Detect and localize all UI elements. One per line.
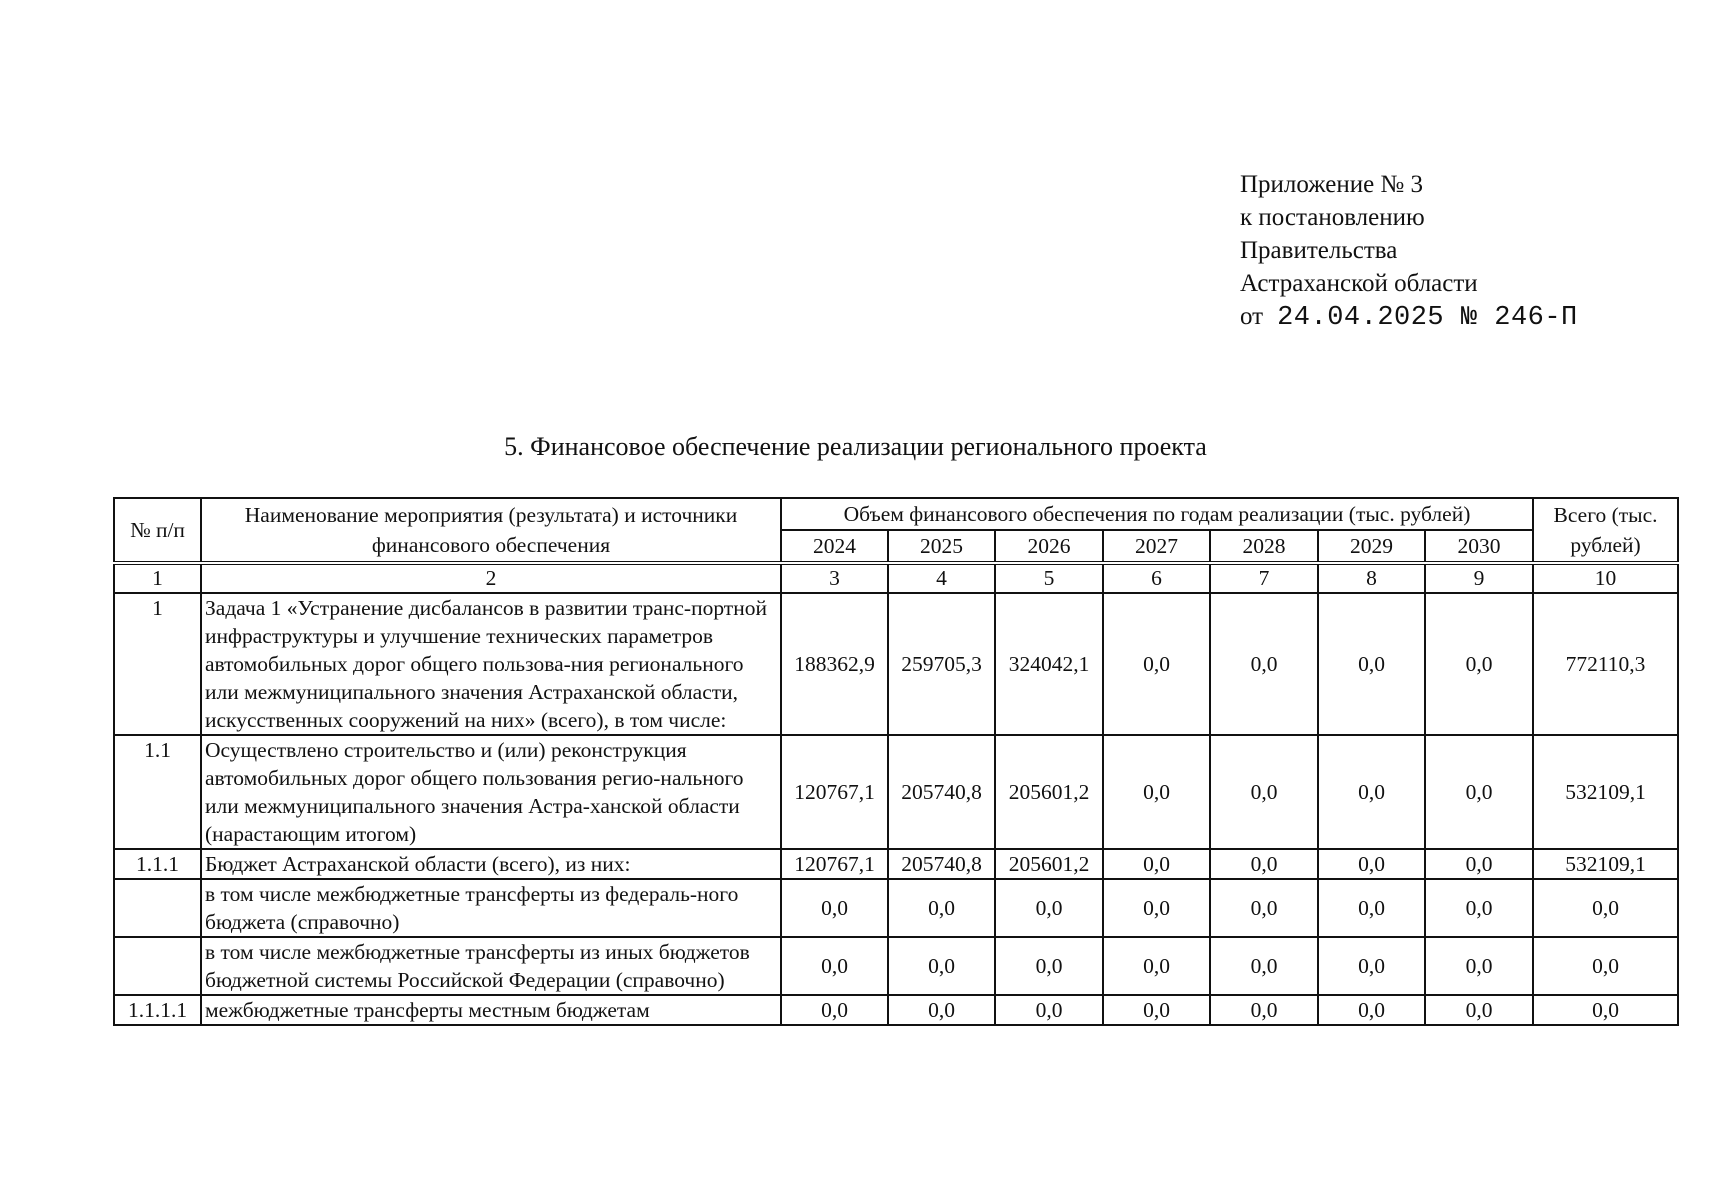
value-cell: 0,0 <box>1318 593 1425 735</box>
total-cell: 532109,1 <box>1533 735 1678 849</box>
column-number: 5 <box>995 563 1103 593</box>
value-cell: 0,0 <box>781 937 888 995</box>
value-cell: 0,0 <box>1425 937 1533 995</box>
row-number <box>114 879 201 937</box>
value-cell: 0,0 <box>1425 879 1533 937</box>
column-number: 2 <box>201 563 781 593</box>
row-number: 1.1 <box>114 735 201 849</box>
column-number: 3 <box>781 563 888 593</box>
appendix-line-3: Правительства <box>1240 237 1398 264</box>
value-cell: 0,0 <box>1103 593 1210 735</box>
row-number: 1.1.1 <box>114 849 201 879</box>
header-volume: Объем финансового обеспечения по годам реализации (тыс. рублей) <box>781 498 1533 530</box>
value-cell: 259705,3 <box>888 593 995 735</box>
value-cell: 0,0 <box>1103 995 1210 1025</box>
row-name: межбюджетные трансферты местным бюджетам <box>201 995 781 1025</box>
column-number: 4 <box>888 563 995 593</box>
value-cell: 0,0 <box>888 879 995 937</box>
appendix-line-4: Астраханской области <box>1240 270 1478 297</box>
appendix-date-line <box>1240 300 1578 335</box>
value-cell: 205601,2 <box>995 735 1103 849</box>
row-name: Задача 1 «Устранение дисбалансов в развитии транс-портной инфраструктуры и улучшение технических параметров автомобильных дорог общего пользова-ния регионального или межмуниципального значения Астраханской области, искусственных сооружений на них» (всего), в том числе: <box>201 593 781 735</box>
value-cell: 0,0 <box>995 937 1103 995</box>
value-cell: 0,0 <box>781 995 888 1025</box>
appendix-header <box>1240 168 1578 335</box>
value-cell: 0,0 <box>1210 849 1318 879</box>
value-cell: 0,0 <box>1425 849 1533 879</box>
value-cell: 324042,1 <box>995 593 1103 735</box>
value-cell: 0,0 <box>1210 995 1318 1025</box>
value-cell: 0,0 <box>888 995 995 1025</box>
value-cell: 0,0 <box>1103 879 1210 937</box>
value-cell: 0,0 <box>781 879 888 937</box>
header-year: 2029 <box>1318 530 1425 563</box>
value-cell: 205740,8 <box>888 849 995 879</box>
header-year: 2026 <box>995 530 1103 563</box>
table-row <box>114 735 1678 849</box>
column-number: 10 <box>1533 563 1678 593</box>
appendix-line-2: к постановлению <box>1240 204 1425 231</box>
resolution-stamp: 24.04.2025 № 246-П <box>1277 303 1578 333</box>
value-cell: 0,0 <box>1103 849 1210 879</box>
header-name: Наименование мероприятия (результата) и источники финансового обеспечения <box>201 498 781 563</box>
row-number: 1 <box>114 593 201 735</box>
header-year: 2025 <box>888 530 995 563</box>
value-cell: 0,0 <box>1103 735 1210 849</box>
row-name: Осуществлено строительство и (или) реконструкция автомобильных дорог общего пользования регио-нального или межмуниципального значения Астра-ханской области (нарастающим итогом) <box>201 735 781 849</box>
column-number: 8 <box>1318 563 1425 593</box>
from-label: от <box>1240 303 1264 330</box>
row-number <box>114 937 201 995</box>
column-numbers-row <box>114 563 1678 593</box>
column-number: 7 <box>1210 563 1318 593</box>
section-title: 5. Финансовое обеспечение реализации регионального проекта <box>504 432 1207 461</box>
table-row <box>114 849 1678 879</box>
header-num: № п/п <box>114 498 201 563</box>
value-cell: 205601,2 <box>995 849 1103 879</box>
total-cell: 0,0 <box>1533 879 1678 937</box>
value-cell: 0,0 <box>1318 735 1425 849</box>
value-cell: 0,0 <box>1318 995 1425 1025</box>
value-cell: 0,0 <box>1318 879 1425 937</box>
total-cell: 0,0 <box>1533 995 1678 1025</box>
value-cell: 0,0 <box>1318 937 1425 995</box>
value-cell: 0,0 <box>1318 849 1425 879</box>
column-number: 6 <box>1103 563 1210 593</box>
header-year: 2028 <box>1210 530 1318 563</box>
header-year: 2024 <box>781 530 888 563</box>
value-cell: 205740,8 <box>888 735 995 849</box>
row-name: в том числе межбюджетные трансферты из иных бюджетов бюджетной системы Российской Федерации (справочно) <box>201 937 781 995</box>
header-year: 2027 <box>1103 530 1210 563</box>
value-cell: 0,0 <box>1103 937 1210 995</box>
header-total: Всего (тыс. рублей) <box>1533 498 1678 563</box>
row-name: Бюджет Астраханской области (всего), из них: <box>201 849 781 879</box>
value-cell: 0,0 <box>995 879 1103 937</box>
total-cell: 0,0 <box>1533 937 1678 995</box>
row-name: в том числе межбюджетные трансферты из федераль-ного бюджета (справочно) <box>201 879 781 937</box>
row-number: 1.1.1.1 <box>114 995 201 1025</box>
value-cell: 120767,1 <box>781 735 888 849</box>
value-cell: 0,0 <box>1425 995 1533 1025</box>
value-cell: 0,0 <box>1210 735 1318 849</box>
value-cell: 0,0 <box>1425 593 1533 735</box>
table-row <box>114 995 1678 1025</box>
value-cell: 0,0 <box>1425 735 1533 849</box>
total-cell: 532109,1 <box>1533 849 1678 879</box>
value-cell: 0,0 <box>888 937 995 995</box>
value-cell: 0,0 <box>1210 593 1318 735</box>
value-cell: 0,0 <box>995 995 1103 1025</box>
column-number: 9 <box>1425 563 1533 593</box>
table-row <box>114 937 1678 995</box>
header-row-1 <box>114 498 1678 530</box>
table-row <box>114 879 1678 937</box>
column-number: 1 <box>114 563 201 593</box>
value-cell: 0,0 <box>1210 937 1318 995</box>
header-year: 2030 <box>1425 530 1533 563</box>
value-cell: 120767,1 <box>781 849 888 879</box>
total-cell: 772110,3 <box>1533 593 1678 735</box>
value-cell: 188362,9 <box>781 593 888 735</box>
appendix-line-1: Приложение № 3 <box>1240 171 1424 198</box>
financing-table <box>113 497 1679 1026</box>
table-row <box>114 593 1678 735</box>
value-cell: 0,0 <box>1210 879 1318 937</box>
